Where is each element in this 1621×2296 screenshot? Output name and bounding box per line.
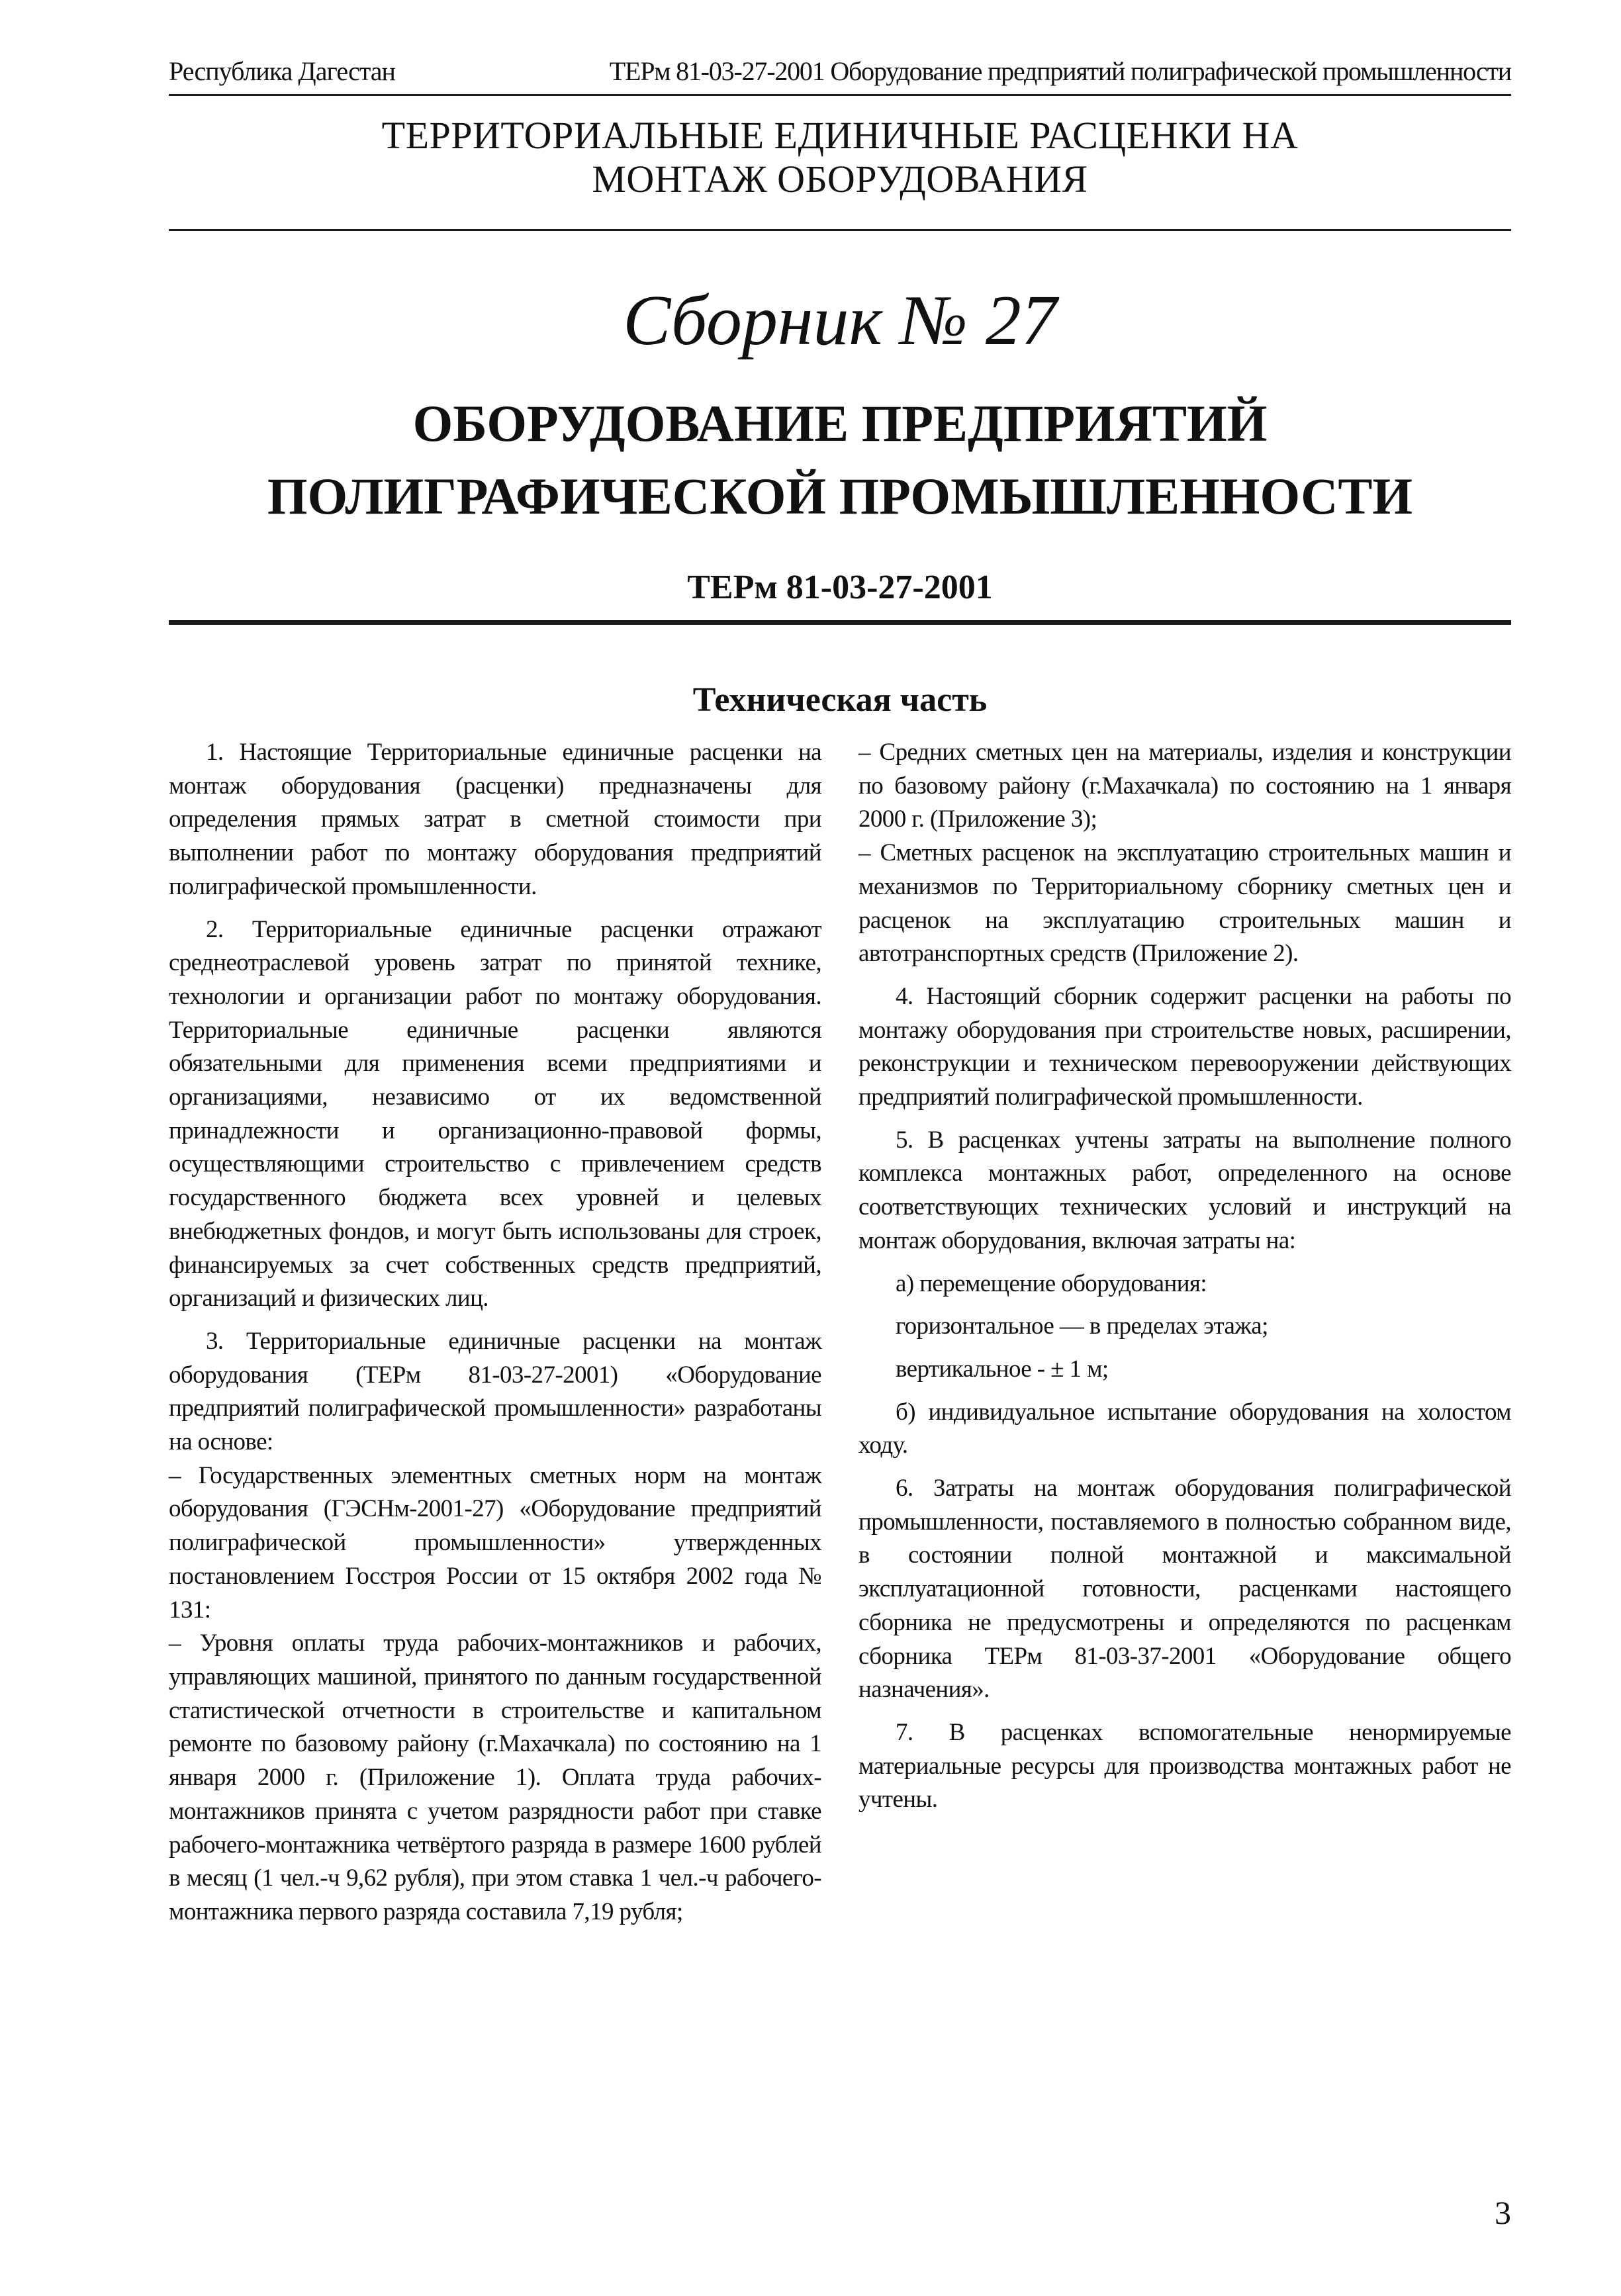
paragraph-3-item-wages: – Уровня оплаты труда рабочих-монтажников и рабочих, управляющих машиной, принятого по данным государственной статистической отчетности в строительстве и капитальном ремонте по базовому району (г.Махачкала) по состоянию на 1 января 2000 г. (Приложение 1). Оплата труда рабочих-монтажников принята с учетом разрядности работ при ставке рабочего-монтажника четвёртого разряда в размере 1600 рублей в месяц (1 чел.-ч 9,62 рубля), при этом ставка 1 чел.-ч рабочего-монтажника первого разряда составила 7,19 рубля; xyxy=(169,1630,821,1925)
text-column-right xyxy=(858,736,1511,1817)
collection-title-line-1: ОБОРУДОВАНИЕ ПРЕДПРИЯТИЙ xyxy=(412,394,1268,452)
paragraph-3: 3. Территориальные единичные расценки на монтаж оборудования (ТЕРм 81-03-27-2001) «Оборудование предприятий полиграфической промышленности» разработаны на основе: xyxy=(169,1327,821,1456)
running-header-document-code: ТЕРм 81-03-27-2001 Оборудование предприятий полиграфической промышленности xyxy=(609,56,1511,86)
paragraph-7: 7. В расценках вспомогательные ненормируемые материальные ресурсы для производства монтажных работ не учтены. xyxy=(858,1718,1511,1814)
paragraph-3-item-gesn: – Государственных элементных сметных норм на монтаж оборудования (ГЭСНм-2001-27) «Оборудование предприятий полиграфической промышленности» утвержденных постановлением Госстроя России от 15 октября 2002 года № 131: xyxy=(169,1461,821,1624)
paragraph-6: 6. Затраты на монтаж оборудования полиграфической промышленности, поставляемого в полностью собранном виде, в состоянии полной монтажной и максимальной эксплуатационной готовности, расценками настоящего сборника не предусмотрены и определяются по расценкам сборника ТЕРм 81-03-37-2001 «Оборудование общего назначения». xyxy=(858,1475,1511,1704)
paragraph-3-item-prices: – Средних сметных цен на материалы, изделия и конструкции по базовому району (г.Махачкала) по состоянию на 1 января 2000 г. (Приложение 3); xyxy=(858,739,1511,833)
paragraph-1: 1. Настоящие Территориальные единичные расценки на монтаж оборудования (расценки) предназначены для определения прямых затрат в сметной стоимости при выполнении работ по монтажу оборудования предприятий полиграфической промышленности. xyxy=(169,739,821,900)
collection-code: ТЕРм 81-03-27-2001 xyxy=(687,569,993,606)
document-main-heading xyxy=(169,114,1511,201)
collection-title-line-2: ПОЛИГРАФИЧЕСКОЙ ПРОМЫШЛЕННОСТИ xyxy=(267,467,1413,525)
collection-number: Сборник № 27 xyxy=(623,281,1057,360)
heading-rule xyxy=(169,229,1511,231)
paragraph-5-item-horizontal: горизонтальное — в пределах этажа; xyxy=(896,1312,1268,1340)
paragraph-5-item-a: а) перемещение оборудования: xyxy=(896,1269,1207,1297)
paragraph-5: 5. В расценках учтены затраты на выполнение полного комплекса монтажных работ, определенного на основе соответствующих технических условий и инструкций на монтаж оборудования, включая затраты на: xyxy=(858,1126,1511,1254)
paragraph-3-item-machines: – Сметных расценок на эксплуатацию строительных машин и механизмов по Территориальному сборнику сметных цен и расценок на эксплуатацию строительных машин и автотранспортных средств (Приложение 2). xyxy=(858,839,1511,968)
paragraph-5-item-b: б) индивидуальное испытание оборудования на холостом ходу. xyxy=(858,1398,1511,1459)
paragraph-2: 2. Территориальные единичные расценки отражают среднеотраслевой уровень затрат по принятой технике, технологии и организации работ по монтажу оборудования. Территориальные единичные расценки являются обязательными для применения всеми предприятиями и организациями, независимо от их ведомственной принадлежности и организационно-правовой формы, осуществляющими строительство с привлечением средств государственного бюджета всех уровней и целевых внебюджетных фондов, и могут быть использованы для строек, финансируемых за счет собственных средств предприятий, организаций и физических лиц. xyxy=(169,915,821,1312)
main-heading-line-2: МОНТАЖ ОБОРУДОВАНИЯ xyxy=(592,158,1088,201)
main-heading-line-1: ТЕРРИТОРИАЛЬНЫЕ ЕДИНИЧНЫЕ РАСЦЕНКИ НА xyxy=(381,114,1299,157)
paragraph-5-item-vertical: вертикальное - ± 1 м; xyxy=(896,1355,1109,1383)
collection-title xyxy=(169,387,1511,533)
running-header-region: Республика Дагестан xyxy=(169,56,395,86)
section-title: Техническая часть xyxy=(692,681,988,719)
page-number: 3 xyxy=(1495,2194,1511,2231)
paragraph-4: 4. Настоящий сборник содержит расценки на работы по монтажу оборудования при строительстве новых, расширении, реконструкции и техническом перевооружении действующих предприятий полиграфической промышленности. xyxy=(858,982,1511,1111)
title-rule-thick xyxy=(169,620,1511,625)
text-column-left xyxy=(169,736,821,1929)
header-rule xyxy=(169,94,1511,96)
